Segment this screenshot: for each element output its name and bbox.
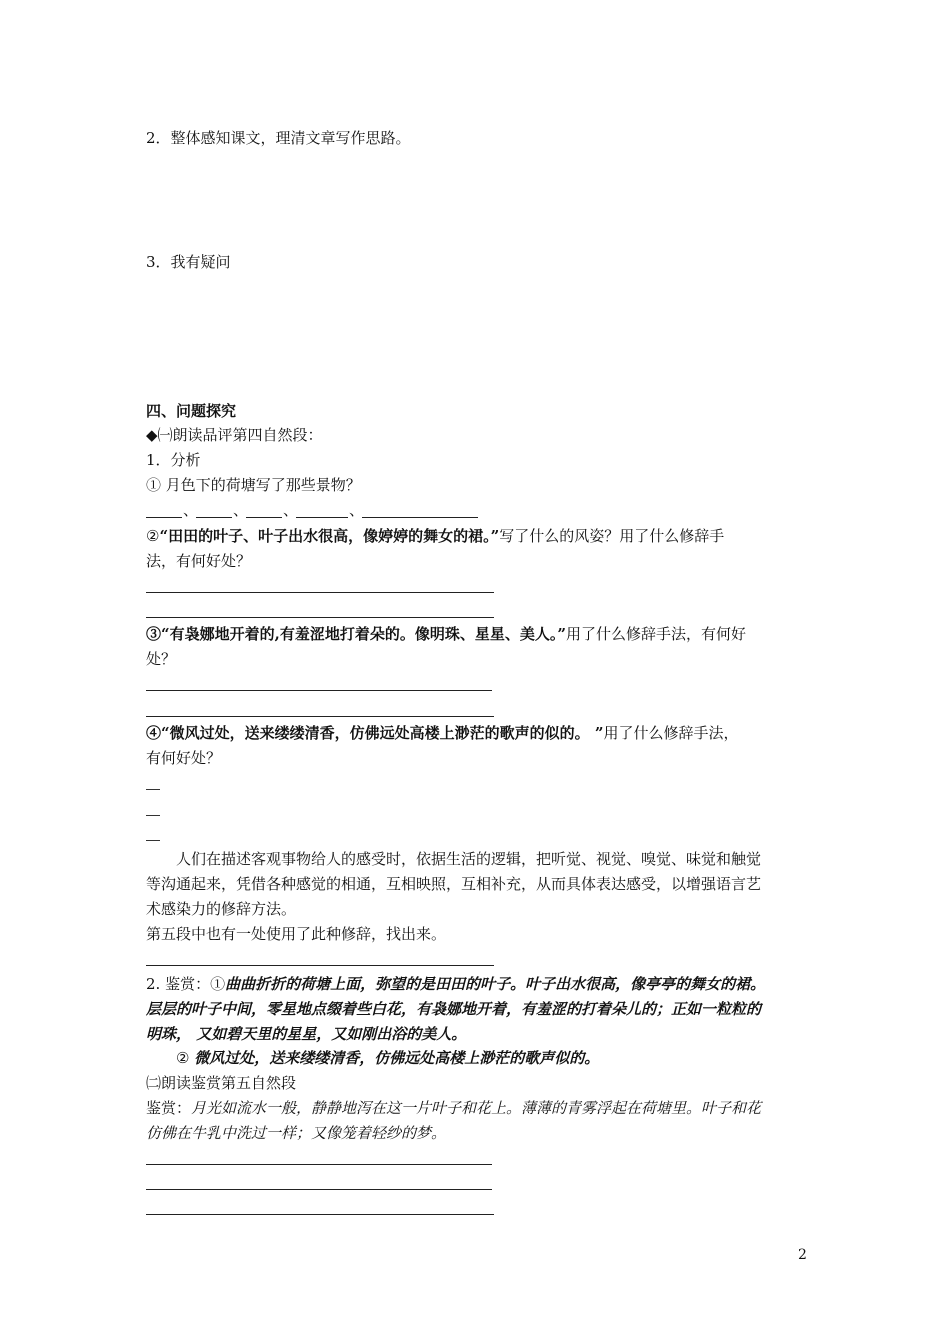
question-2-continued: 法，有何好处？ bbox=[146, 552, 252, 570]
answer-line[interactable] bbox=[146, 1164, 492, 1165]
question-3-quote: ③“有袅娜地开着的,有羞涩地打着朵的。像明珠、星星、美人。” bbox=[146, 625, 566, 643]
appreciation-label: 鉴赏： bbox=[146, 1099, 192, 1117]
appreciation-quote-1: 曲曲折折的荷塘上面，弥望的是田田的叶子。叶子出水很高，像亭亭的舞女的裙。 bbox=[225, 975, 766, 993]
page-number: 2 bbox=[798, 1247, 807, 1263]
appreciation-line-1 bbox=[146, 974, 765, 994]
blank-line[interactable] bbox=[196, 517, 232, 518]
subsection-1-heading: ◆㈠朗读品评第四自然段： bbox=[146, 426, 323, 444]
appreciation-prefix: 2. 鉴赏：① bbox=[146, 975, 226, 993]
separator: 、 bbox=[283, 501, 299, 519]
answer-line[interactable] bbox=[146, 592, 494, 593]
separator: 、 bbox=[233, 501, 249, 519]
answer-line[interactable] bbox=[146, 1214, 494, 1215]
paragraph-5-appreciation-line-2: 仿佛在牛乳中洗过一样；又像笼着轻纱的梦。 bbox=[146, 1124, 447, 1142]
synesthesia-paragraph-line-3: 术感染力的修辞方法。 bbox=[146, 900, 297, 918]
item-2: 2．整体感知课文，理清文章写作思路。 bbox=[146, 129, 411, 147]
answer-dash[interactable] bbox=[146, 789, 160, 790]
section-title: 四、问题探究 bbox=[146, 402, 237, 420]
question-2-prompt: 写了什么的风姿？用了什么修辞手 bbox=[499, 527, 725, 545]
answer-line[interactable] bbox=[146, 716, 494, 717]
question-3 bbox=[146, 624, 746, 644]
separator: 、 bbox=[183, 501, 199, 519]
question-1: ① 月色下的荷塘写了那些景物？ bbox=[146, 476, 361, 494]
answer-line[interactable] bbox=[146, 965, 494, 966]
subsection-2-heading: ㈡朗读鉴赏第五自然段 bbox=[146, 1074, 297, 1092]
analysis-heading: 1．分析 bbox=[146, 451, 201, 469]
appreciation-line-2: 层层的叶子中间，零星地点缀着些白花，有袅娜地开着，有羞涩的打着朵儿的；正如一粒粒的 bbox=[146, 1000, 762, 1018]
blank-line[interactable] bbox=[246, 517, 282, 518]
question-2 bbox=[146, 526, 724, 546]
synesthesia-question: 第五段中也有一处使用了此种修辞，找出来。 bbox=[146, 925, 447, 943]
question-3-continued: 处？ bbox=[146, 650, 177, 668]
answer-line[interactable] bbox=[146, 690, 492, 691]
question-4 bbox=[146, 723, 739, 743]
answer-line[interactable] bbox=[146, 617, 494, 618]
blank-line[interactable] bbox=[362, 517, 478, 518]
question-2-number: ② bbox=[146, 527, 160, 545]
appreciation-line-3: 明珠， 又如碧天里的星星，又如刚出浴的美人。 bbox=[146, 1025, 467, 1043]
appreciation-number-2: ② bbox=[176, 1049, 190, 1067]
paragraph-5-quote-1: 月光如流水一般，静静地泻在这一片叶子和花上。薄薄的青雾浮起在荷塘里。叶子和花 bbox=[191, 1099, 762, 1117]
synesthesia-paragraph-line-1: 人们在描述客观事物给人的感受时，依据生活的逻辑，把听觉、视觉、嗅觉、味觉和触觉 bbox=[176, 850, 762, 868]
question-4-prompt: 用了什么修辞手法， bbox=[603, 724, 739, 742]
paragraph-5-appreciation-line-1 bbox=[146, 1098, 761, 1118]
appreciation-line-4 bbox=[176, 1048, 599, 1068]
question-4-quote: ④“微风过处，送来缕缕清香，仿佛远处高楼上渺茫的歌声的似的。 ” bbox=[146, 724, 604, 742]
blank-line[interactable] bbox=[146, 517, 182, 518]
question-2-quote: “田田的叶子、叶子出水很高，像婷婷的舞女的裙。” bbox=[159, 527, 500, 545]
separator: 、 bbox=[349, 501, 365, 519]
appreciation-quote-2: 微风过处，送来缕缕清香，仿佛远处高楼上渺茫的歌声似的。 bbox=[194, 1049, 600, 1067]
question-3-prompt: 用了什么修辞手法，有何好 bbox=[565, 625, 746, 643]
answer-dash[interactable] bbox=[146, 840, 160, 841]
question-4-continued: 有何好处？ bbox=[146, 749, 222, 767]
answer-line[interactable] bbox=[146, 1189, 492, 1190]
answer-dash[interactable] bbox=[146, 815, 160, 816]
blank-line[interactable] bbox=[296, 517, 348, 518]
item-3: 3．我有疑问 bbox=[146, 253, 231, 271]
synesthesia-paragraph-line-2: 等沟通起来，凭借各种感觉的相通，互相映照，互相补充，从而具体表达感受，以增强语言艺 bbox=[146, 875, 762, 893]
